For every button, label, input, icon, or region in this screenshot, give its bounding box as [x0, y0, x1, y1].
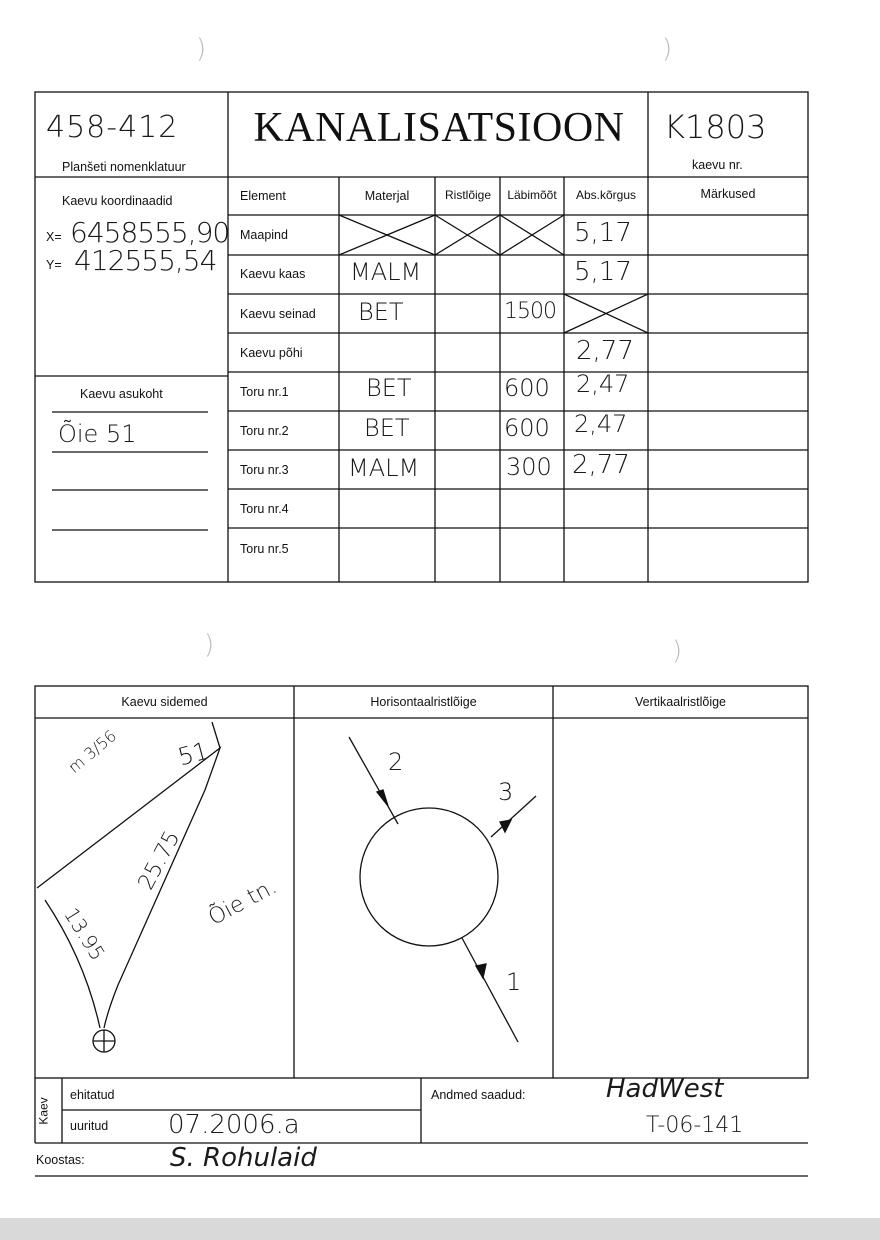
vertical-section-header: Vertikaalristlõige	[634, 695, 726, 709]
sketch-street: Õie tn.	[204, 874, 282, 931]
row-element: Toru nr.4	[240, 502, 289, 516]
row-material: MALM	[350, 258, 422, 286]
location-label: Kaevu asukoht	[80, 387, 163, 401]
author-value: S. Rohulaid	[170, 1143, 317, 1173]
sketch-distance-1: 25.75	[133, 826, 186, 895]
pipe-label-3: 3	[498, 778, 514, 806]
sketch-house-m: m 3/56	[64, 726, 121, 777]
updated-label: uuritud	[70, 1119, 109, 1133]
col-header-abs-height: Abs.kõrgus	[575, 188, 637, 202]
row-material: MALM	[348, 454, 420, 482]
row-material: BET	[358, 298, 404, 326]
y-label: Y=	[46, 258, 62, 272]
row-abs-height: 2,47	[576, 370, 630, 398]
col-header-diameter: Läbimõõt	[507, 188, 557, 202]
punch-mark: )	[672, 636, 683, 666]
ties-header: Kaevu sidemed	[121, 695, 208, 709]
coords-label: Kaevu koordinaadid	[62, 194, 173, 208]
manhole-number: K1803	[664, 108, 767, 146]
row-abs-height: 5,17	[574, 257, 632, 287]
col-header-material: Materjal	[364, 189, 410, 203]
col-header-element: Element	[240, 189, 286, 203]
x-value: 6458555,90	[70, 216, 230, 249]
row-diameter: 1500	[504, 299, 556, 324]
row-material: BET	[366, 374, 412, 402]
row-abs-height: 2,77	[576, 336, 634, 366]
row-element: Toru nr.3	[240, 463, 289, 477]
row-element: Toru nr.2	[240, 424, 289, 438]
punch-mark: )	[204, 630, 215, 660]
col-header-notes: Märkused	[700, 187, 756, 201]
y-value: 412555,54	[74, 244, 217, 277]
sheet-code: 458-412	[46, 110, 179, 145]
location-value: Õie 51	[58, 420, 137, 448]
row-abs-height: 2,47	[574, 410, 628, 438]
x-label: X=	[46, 230, 62, 244]
author-label: Koostas:	[36, 1153, 85, 1167]
row-abs-height: 2,77	[572, 450, 630, 480]
row-diameter: 600	[504, 414, 550, 442]
row-element: Toru nr.1	[240, 385, 289, 399]
punch-mark: )	[196, 34, 207, 64]
row-diameter: 300	[506, 453, 552, 481]
data-source-code: T-06-141	[646, 1113, 744, 1138]
data-source-signature: HadWest	[606, 1074, 724, 1104]
form-title: KANALISATSIOON	[253, 105, 625, 151]
horizontal-section-header: Horisontaalristlõige	[370, 695, 477, 709]
sketch-distance-2: 13.95	[59, 903, 110, 965]
row-material: BET	[364, 414, 410, 442]
manhole-number-label: kaevu nr.	[692, 158, 743, 172]
row-diameter: 600	[504, 374, 550, 402]
row-element: Kaevu põhi	[240, 346, 303, 360]
sheet-label: Planšeti nomenklatuur	[62, 160, 186, 174]
sketch-house-51: 51	[174, 736, 212, 772]
row-element: Kaevu kaas	[240, 267, 306, 281]
data-source-label: Andmed saadud:	[431, 1088, 526, 1102]
row-element: Maapind	[240, 228, 288, 242]
punch-mark: )	[662, 34, 673, 64]
pipe-label-1: 1	[506, 968, 522, 996]
updated-value: 07.2006.a	[168, 1110, 300, 1140]
pipe-label-2: 2	[388, 748, 404, 776]
row-element: Toru nr.5	[240, 542, 289, 556]
row-element: Kaevu seinad	[240, 307, 316, 321]
col-header-cross-section: Ristlõige	[444, 188, 492, 202]
row-abs-height: 5,17	[574, 218, 632, 248]
built-label: ehitatud	[70, 1088, 115, 1102]
side-label-kaev: Kaev	[36, 1097, 51, 1125]
scan-edge	[0, 1218, 880, 1240]
